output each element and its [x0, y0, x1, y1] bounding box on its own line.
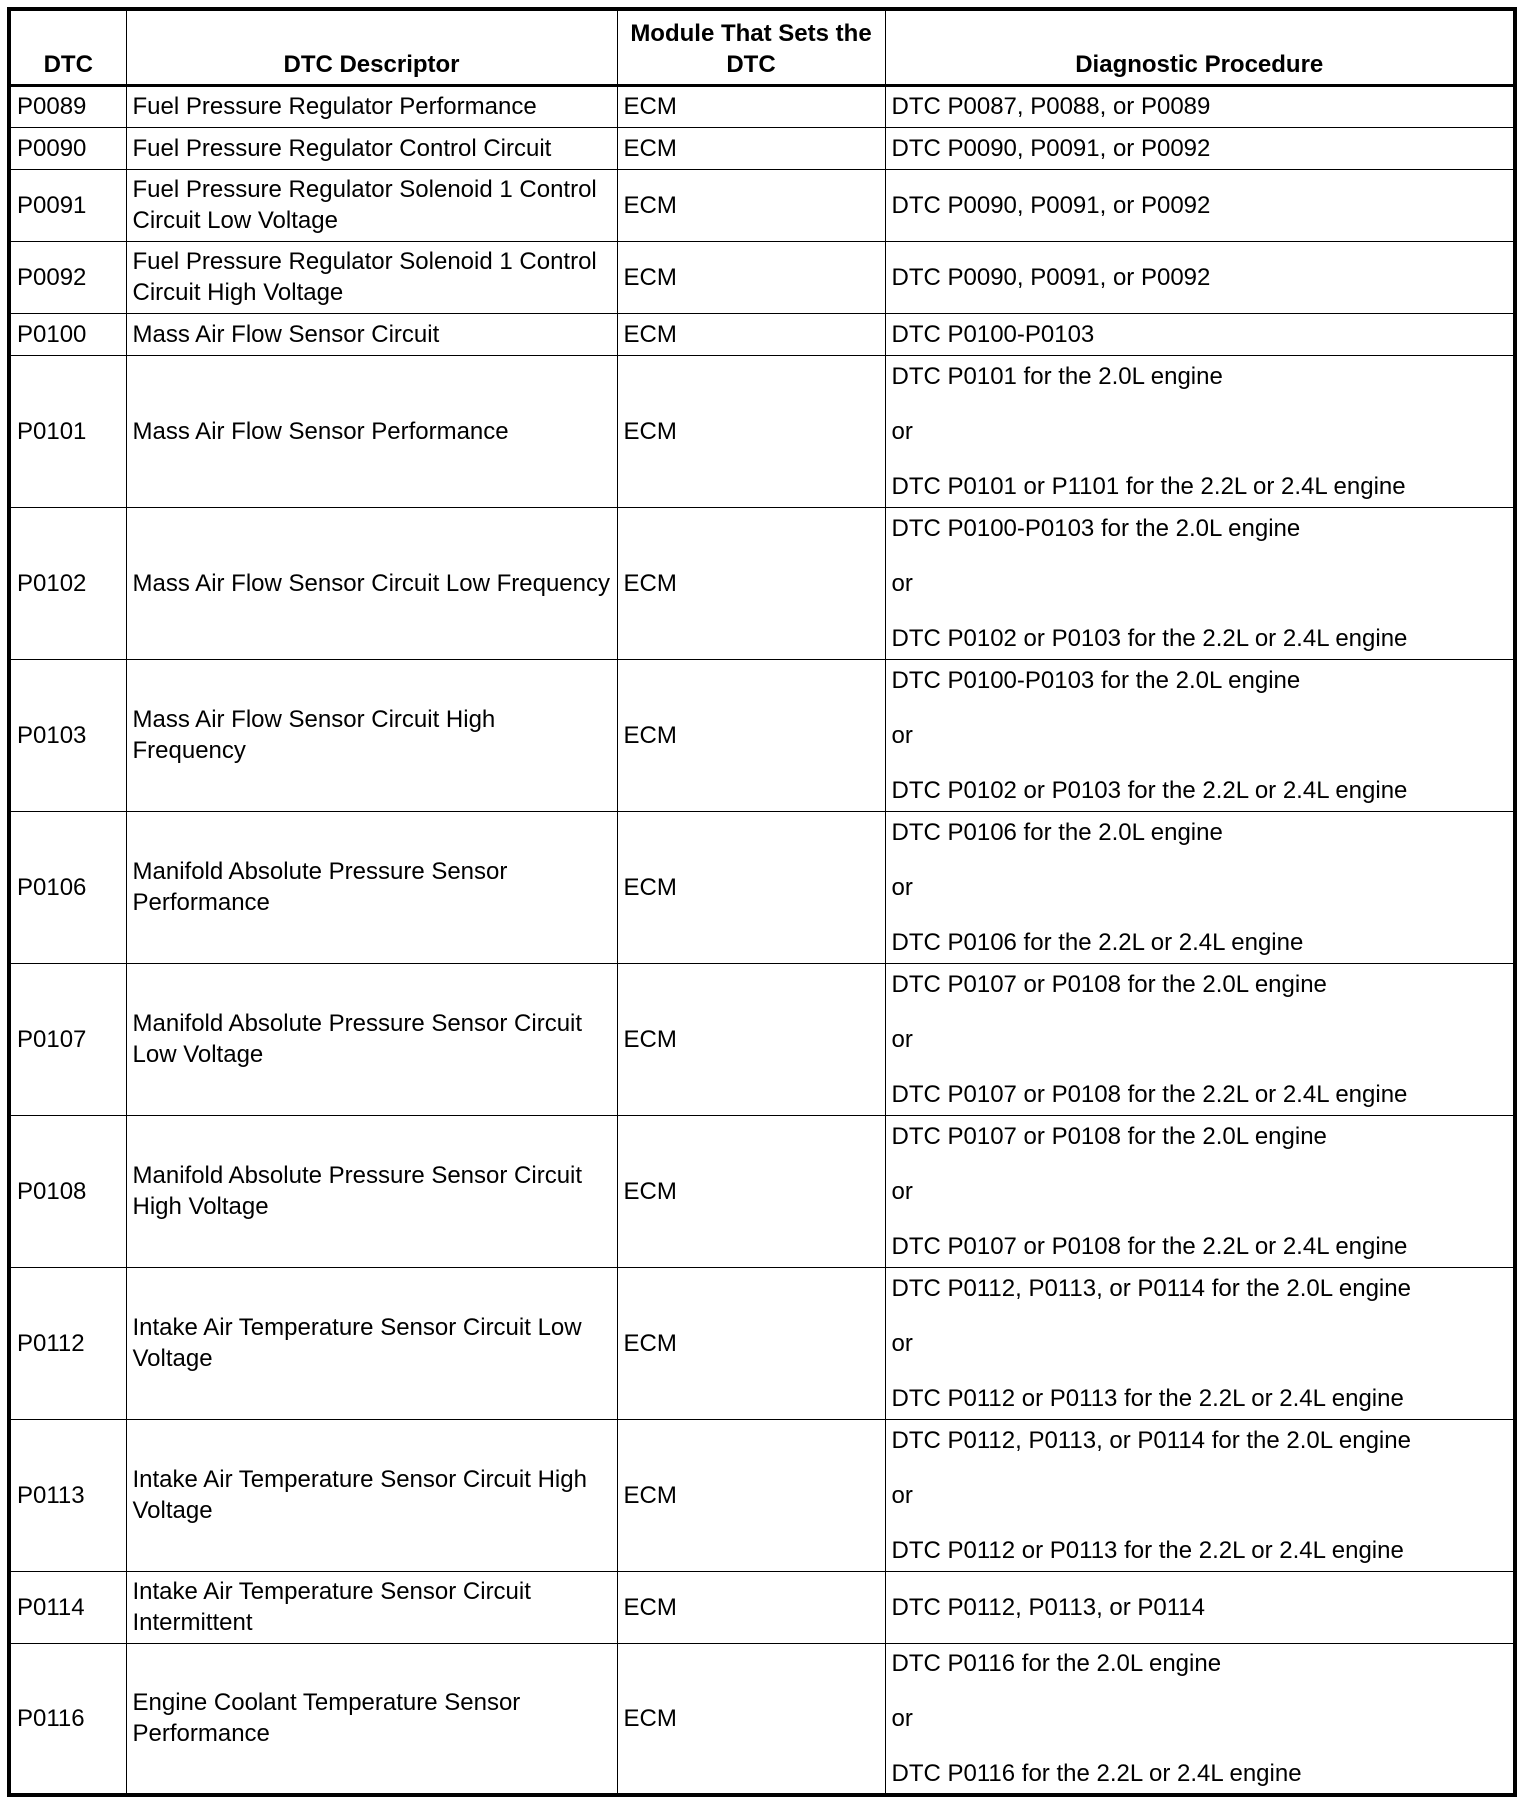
- descriptor-cell: Intake Air Temperature Sensor Circuit High Voltage: [126, 1419, 617, 1571]
- procedure-cell: [885, 1267, 1515, 1419]
- procedure-cell: [885, 313, 1515, 355]
- procedure-line: DTC P0090, P0091, or P0092: [891, 263, 1211, 291]
- procedure-line: or: [891, 873, 913, 901]
- descriptor-cell: Fuel Pressure Regulator Solenoid 1 Control Circuit Low Voltage: [126, 169, 617, 241]
- module-cell: ECM: [617, 169, 885, 241]
- procedure-cell: [885, 659, 1515, 811]
- procedure-cell: [885, 169, 1515, 241]
- dtc-cell: P0102: [9, 507, 126, 659]
- procedure-cell: [885, 1571, 1515, 1643]
- line-gap: [892, 1511, 1508, 1535]
- table-row: [9, 1115, 1515, 1267]
- procedure-line: DTC P0087, P0088, or P0089: [891, 93, 1211, 120]
- dtc-cell: P0101: [9, 355, 126, 507]
- dtc-cell: P0116: [9, 1643, 126, 1795]
- dtc-cell: P0112: [9, 1267, 126, 1419]
- line-gap: [892, 544, 1508, 568]
- procedure-cell: [885, 85, 1515, 127]
- procedure-line: DTC P0107 or P0108 for the 2.2L or 2.4L engine: [891, 1232, 1408, 1260]
- procedure-cell: [885, 355, 1515, 507]
- procedure-line: DTC P0107 or P0108 for the 2.0L engine: [891, 1122, 1327, 1150]
- dtc-cell: P0107: [9, 963, 126, 1115]
- procedure-line: DTC P0100-P0103: [891, 320, 1095, 348]
- procedure-line: or: [891, 721, 913, 749]
- descriptor-cell: Manifold Absolute Pressure Sensor Performance: [126, 811, 617, 963]
- line-gap: [892, 696, 1508, 720]
- procedure-cell: [885, 963, 1515, 1115]
- procedure-line: DTC P0100-P0103 for the 2.0L engine: [891, 514, 1301, 542]
- descriptor-cell: Mass Air Flow Sensor Circuit High Frequency: [126, 659, 617, 811]
- line-gap: [892, 848, 1508, 872]
- dtc-cell: P0090: [9, 127, 126, 169]
- dtc-cell: P0092: [9, 241, 126, 313]
- line-gap: [892, 1304, 1508, 1328]
- table-row: [9, 241, 1515, 313]
- procedure-line: DTC P0100-P0103 for the 2.0L engine: [891, 666, 1301, 694]
- descriptor-cell: Intake Air Temperature Sensor Circuit Intermittent: [126, 1571, 617, 1643]
- module-cell: ECM: [617, 507, 885, 659]
- procedure-line: DTC P0107 or P0108 for the 2.0L engine: [891, 970, 1327, 998]
- table-row: [9, 659, 1515, 811]
- procedure-line: or: [891, 1177, 913, 1205]
- descriptor-cell: Mass Air Flow Sensor Circuit: [126, 313, 617, 355]
- module-cell: ECM: [617, 963, 885, 1115]
- table-row: [9, 1643, 1515, 1795]
- descriptor-cell: Intake Air Temperature Sensor Circuit Low Voltage: [126, 1267, 617, 1419]
- procedure-line: DTC P0090, P0091, or P0092: [891, 191, 1211, 219]
- module-cell: ECM: [617, 811, 885, 963]
- module-cell: ECM: [617, 241, 885, 313]
- descriptor-cell: Mass Air Flow Sensor Performance: [126, 355, 617, 507]
- procedure-cell: [885, 507, 1515, 659]
- module-cell: ECM: [617, 1267, 885, 1419]
- procedure-line: DTC P0107 or P0108 for the 2.2L or 2.4L engine: [891, 1080, 1408, 1108]
- dtc-cell: P0113: [9, 1419, 126, 1571]
- procedure-line: or: [891, 417, 913, 445]
- table-header-row: [9, 9, 1515, 85]
- procedure-line: DTC P0112, P0113, or P0114 for the 2.0L engine: [891, 1426, 1411, 1454]
- line-gap: [892, 1679, 1508, 1703]
- descriptor-cell: Manifold Absolute Pressure Sensor Circuit High Voltage: [126, 1115, 617, 1267]
- table-row: [9, 355, 1515, 507]
- table-body: [9, 85, 1515, 1795]
- table-row: [9, 963, 1515, 1115]
- module-cell: ECM: [617, 127, 885, 169]
- dtc-cell: P0091: [9, 169, 126, 241]
- line-gap: [892, 1359, 1508, 1383]
- procedure-line: or: [891, 1481, 913, 1509]
- descriptor-cell: Fuel Pressure Regulator Performance: [126, 85, 617, 127]
- table-row: [9, 1267, 1515, 1419]
- procedure-line: DTC P0112 or P0113 for the 2.2L or 2.4L engine: [891, 1384, 1404, 1412]
- dtc-table: [7, 7, 1517, 1797]
- procedure-cell: [885, 1419, 1515, 1571]
- module-cell: ECM: [617, 313, 885, 355]
- line-gap: [892, 1055, 1508, 1079]
- module-cell: ECM: [617, 355, 885, 507]
- procedure-line: DTC P0101 or P1101 for the 2.2L or 2.4L engine: [891, 472, 1406, 500]
- line-gap: [892, 1456, 1508, 1480]
- header-dtc: DTC: [9, 9, 126, 85]
- procedure-cell: [885, 241, 1515, 313]
- procedure-line: DTC P0112 or P0113 for the 2.2L or 2.4L engine: [891, 1536, 1404, 1564]
- procedure-cell: [885, 1643, 1515, 1795]
- line-gap: [892, 1152, 1508, 1176]
- table-row: [9, 1419, 1515, 1571]
- procedure-line: or: [891, 569, 913, 597]
- procedure-cell: [885, 127, 1515, 169]
- dtc-cell: P0103: [9, 659, 126, 811]
- line-gap: [892, 903, 1508, 927]
- table-row: [9, 313, 1515, 355]
- module-cell: ECM: [617, 1115, 885, 1267]
- procedure-line: or: [891, 1704, 913, 1732]
- table-row: [9, 811, 1515, 963]
- procedure-line: DTC P0116 for the 2.0L engine: [891, 1649, 1222, 1677]
- line-gap: [892, 751, 1508, 775]
- dtc-cell: P0089: [9, 85, 126, 127]
- module-cell: ECM: [617, 1643, 885, 1795]
- module-cell: ECM: [617, 1571, 885, 1643]
- procedure-line: DTC P0112, P0113, or P0114 for the 2.0L engine: [891, 1274, 1411, 1302]
- procedure-line: DTC P0106 for the 2.0L engine: [891, 818, 1223, 846]
- descriptor-cell: Engine Coolant Temperature Sensor Performance: [126, 1643, 617, 1795]
- header-module: Module That Sets the DTC: [617, 9, 885, 85]
- procedure-line: DTC P0102 or P0103 for the 2.2L or 2.4L engine: [891, 776, 1408, 804]
- header-dtc-descriptor: DTC Descriptor: [126, 9, 617, 85]
- module-cell: ECM: [617, 1419, 885, 1571]
- procedure-line: DTC P0106 for the 2.2L or 2.4L engine: [891, 928, 1304, 956]
- procedure-line: DTC P0102 or P0103 for the 2.2L or 2.4L engine: [891, 624, 1408, 652]
- procedure-line: or: [891, 1329, 913, 1357]
- header-diagnostic-procedure: Diagnostic Procedure: [885, 9, 1515, 85]
- line-gap: [892, 392, 1508, 416]
- procedure-cell: [885, 1115, 1515, 1267]
- descriptor-cell: Fuel Pressure Regulator Control Circuit: [126, 127, 617, 169]
- table-row: [9, 169, 1515, 241]
- dtc-cell: P0106: [9, 811, 126, 963]
- dtc-cell: P0114: [9, 1571, 126, 1643]
- descriptor-cell: Fuel Pressure Regulator Solenoid 1 Control Circuit High Voltage: [126, 241, 617, 313]
- descriptor-cell: Mass Air Flow Sensor Circuit Low Frequency: [126, 507, 617, 659]
- line-gap: [892, 447, 1508, 471]
- module-cell: ECM: [617, 85, 885, 127]
- line-gap: [892, 599, 1508, 623]
- procedure-line: or: [891, 1025, 913, 1053]
- dtc-cell: P0108: [9, 1115, 126, 1267]
- dtc-cell: P0100: [9, 313, 126, 355]
- table-row: [9, 85, 1515, 127]
- line-gap: [892, 1207, 1508, 1231]
- table-row: [9, 1571, 1515, 1643]
- line-gap: [892, 1734, 1508, 1758]
- module-cell: ECM: [617, 659, 885, 811]
- descriptor-cell: Manifold Absolute Pressure Sensor Circuit Low Voltage: [126, 963, 617, 1115]
- procedure-line: DTC P0101 for the 2.0L engine: [891, 362, 1223, 390]
- table-row: [9, 127, 1515, 169]
- line-gap: [892, 1000, 1508, 1024]
- table-row: [9, 507, 1515, 659]
- procedure-line: DTC P0090, P0091, or P0092: [891, 134, 1211, 162]
- procedure-line: DTC P0112, P0113, or P0114: [891, 1593, 1206, 1621]
- procedure-cell: [885, 811, 1515, 963]
- procedure-line: DTC P0116 for the 2.2L or 2.4L engine: [891, 1759, 1302, 1787]
